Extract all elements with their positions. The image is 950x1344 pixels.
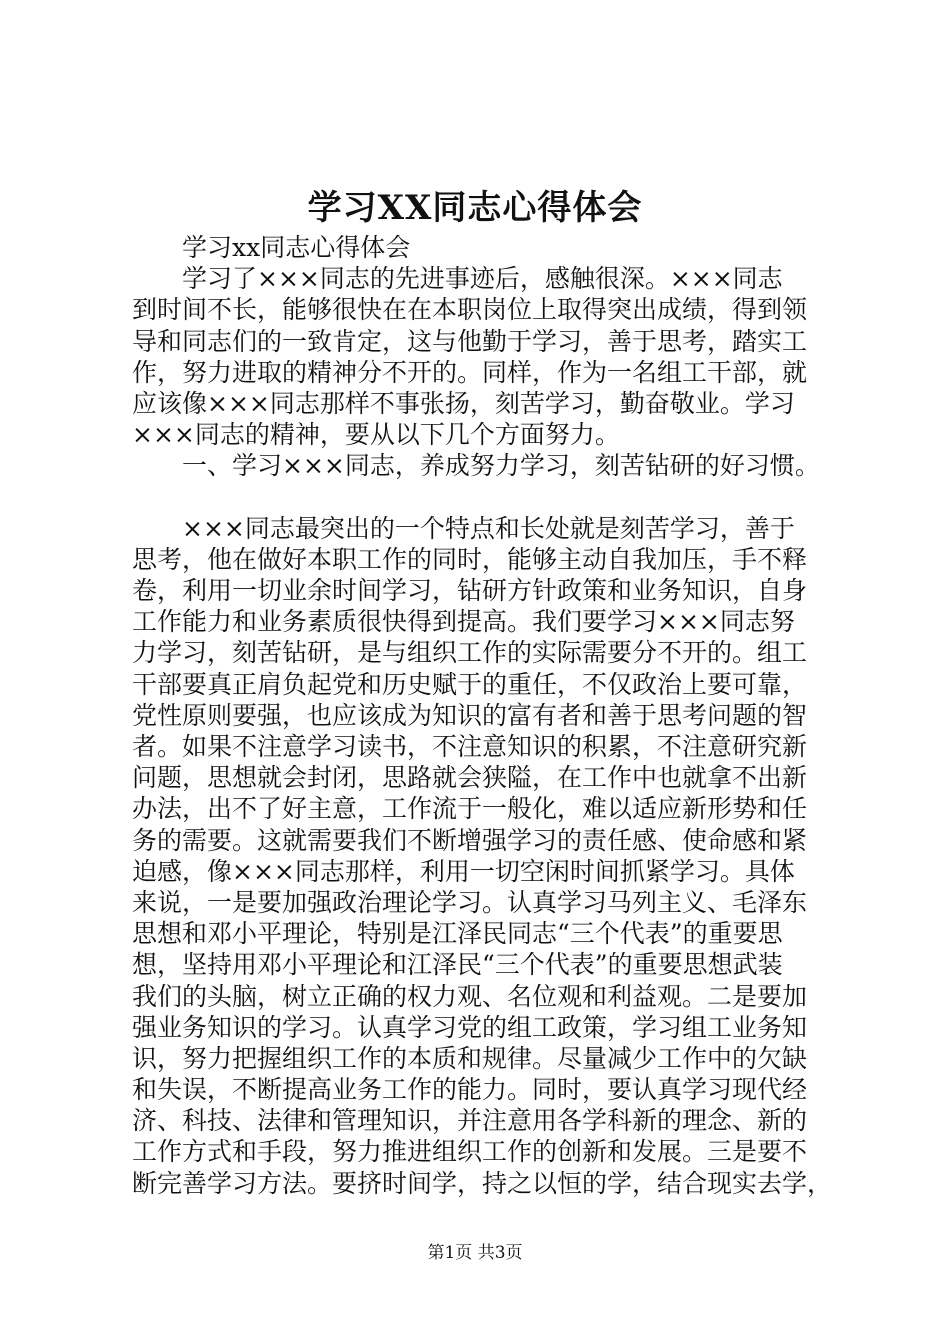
text-line: 学习了×××同志的先进事迹后，感触很深。×××同志: [182, 264, 783, 294]
blank-line: [132, 482, 832, 513]
text-line: 导和同志们的一致肯定，这与他勤于学习，善于思考，踏实工: [132, 326, 808, 356]
text-line: 思考，他在做好本职工作的同时，能够主动自我加压，手不释: [132, 544, 808, 574]
text-line: 思想和邓小平理论，特别是江泽民同志“三个代表”的重要思: [132, 919, 783, 949]
text-line: 作，努力进取的精神分不开的。同样，作为一名组工干部，就: [132, 357, 808, 387]
page-footer: 第1页 共3页: [427, 1243, 523, 1263]
text-line: 我们的头脑，树立正确的权力观、名位观和利益观。二是要加: [132, 981, 808, 1011]
text-line: 务的需要。这就需要我们不断增强学习的责任感、使命感和紧: [132, 825, 808, 855]
text-line: 者。如果不注意学习读书，不注意知识的积累，不注意研究新: [132, 732, 808, 761]
text-line: 强业务知识的学习。认真学习党的组工政策，学习组工业务知: [132, 1012, 808, 1042]
text-line: 到时间不长，能够很快在在本职岗位上取得突出成绩，得到领: [132, 295, 808, 325]
document-body: [132, 232, 832, 1199]
text-line: 卷，利用一切业余时间学习，钻研方针政策和业务知识，自身: [132, 576, 808, 606]
text-line: 党性原则要强，也应该成为知识的富有者和善于思考问题的智: [132, 700, 808, 730]
text-line: ×××同志的精神，要从以下几个方面努力。: [132, 420, 620, 450]
text-line: 干部要真正肩负起党和历史赋于的重任，不仅政治上要可靠，: [132, 669, 808, 699]
text-line: 来说，一是要加强政治理论学习。认真学习马列主义、毛泽东: [132, 887, 808, 917]
text-line: 迫感，像×××同志那样，利用一切空闲时间抓紧学习。具体: [132, 856, 795, 886]
text-line: 济、科技、法律和管理知识，并注意用各学科新的理念、新的: [132, 1106, 808, 1136]
text-line: 学习xx同志心得体会: [182, 233, 411, 262]
text-line: 应该像×××同志那样不事张扬，刻苦学习，勤奋敬业。学习: [132, 388, 795, 418]
text-line: 断完善学习方法。要挤时间学，持之以恒的学，结合现实去学，: [132, 1168, 833, 1198]
text-line: 力学习，刻苦钻研，是与组织工作的实际需要分不开的。组工: [132, 638, 808, 668]
text-line: 和失误，不断提高业务工作的能力。同时，要认真学习现代经: [132, 1075, 808, 1105]
document-title: 学习XX同志心得体会: [307, 188, 643, 228]
text-line: 工作方式和手段，努力推进组织工作的创新和发展。三是要不: [132, 1137, 808, 1167]
text-line: 办法，出不了好主意，工作流于一般化，难以适应新形势和任: [132, 794, 808, 824]
text-line: 一、学习×××同志，养成努力学习，刻苦钻研的好习惯。: [182, 451, 820, 481]
text-line: 识，努力把握组织工作的本质和规律。尽量减少工作中的欠缺: [132, 1043, 808, 1073]
text-line: 想，坚持用邓小平理论和江泽民“三个代表”的重要思想武装: [132, 950, 783, 980]
text-line: 工作能力和业务素质很快得到提高。我们要学习×××同志努: [132, 607, 795, 637]
text-line: 问题，思想就会封闭，思路就会狭隘，在工作中也就拿不出新: [132, 763, 808, 793]
text-line: ×××同志最突出的一个特点和长处就是刻苦学习，善于: [182, 513, 795, 543]
